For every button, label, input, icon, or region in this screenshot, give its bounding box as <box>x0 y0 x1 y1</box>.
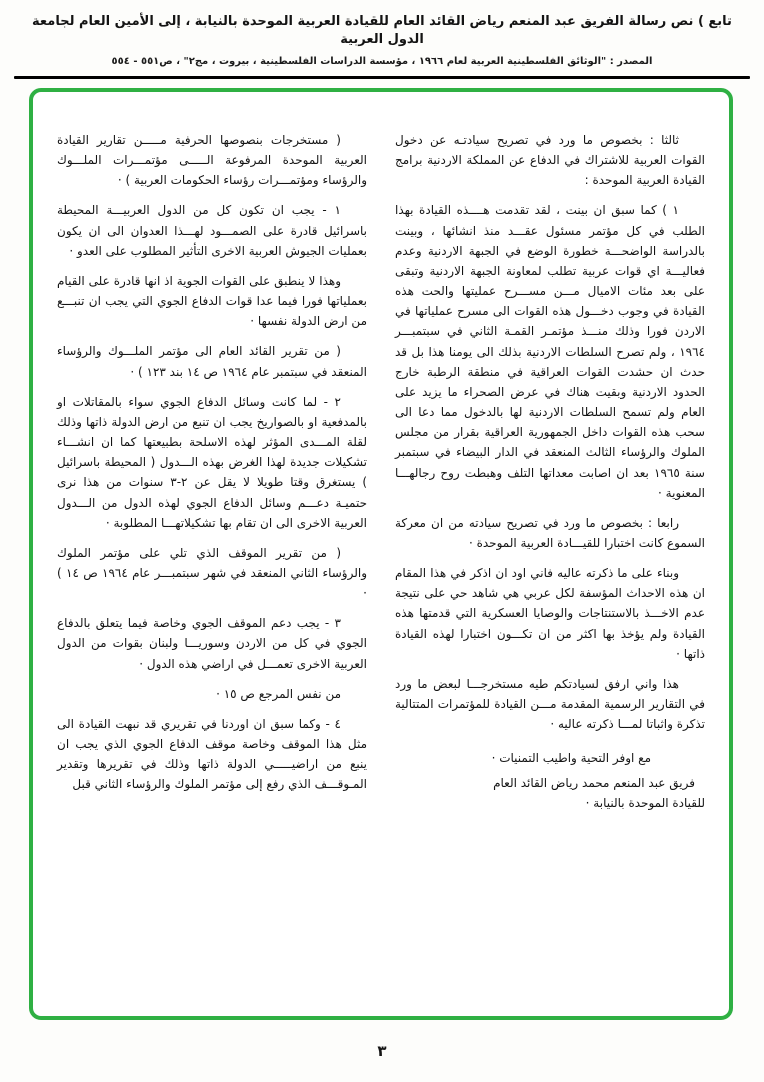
paragraph-air-forces-note: وهذا لا ينطبق على القوات الجوية اذ انها قادرة على القيام بعملياتها فورا فيما عدا قوات الدفاع الجوي التي يجب ان تنبـــع من ارض الدولة نفسها · <box>57 273 367 329</box>
paragraph-item-1: ١ ) كما سبق ان بينت ، لقد تقدمت هــــذه القيادة بهذا الطلب في كل مؤتمر مسئول عقـــد منذ انشائها ، وبينت بالدراسة الواضحـــة خطورة الوضع في الجبهة الاردنية وعدم فعاليـــة اي قوات عربية تطلب لمعاونة الجبهة الاردنية وتبقى على بعد مئات الاميال مـــن مســـرح عمليتها والحت هذه القيادة في وجوب دخـــول هذه القوات الى مسرح عملياتها في الاردن فورا وذلك منـــذ مؤتمـر القمـة الثاني في سبتمبـــر ١٩٦٤ ، ولم تصرح السلطات الاردنية بذلك الى يومنا هذا بل قد حدث ان حشدت القوات العراقية في منطقة الرطبة خارج الحدود الاردنية وبقيت هناك في عرض الصحراء ما يزيد على العام ولم تسمح السلطات الاردنية لها بالدخول مما دعا الى سحب هذه القوات داخل الجمهورية العراقية بقرار من مجلس الملوك والرؤساء الثالث المنعقد في الدار البيضاء في سبتمبر سنة ١٩٦٥ بعد ان اصابت معداتها التلف وهبطت روح رجالهـــا المعنوية · <box>395 203 705 500</box>
closing-salutation: مع اوفر التحية واطيب التمنيات · <box>491 751 651 766</box>
document-header <box>0 0 764 79</box>
paragraph-point-1: ١ - يجب ان تكون كل من الدول العربيـــة المحيطة باسرائيل قادرة على الصمـــود لهـــذا العدوان الى ان يكون بعمليات الجيوش العربية الاخرى التأثير المطلوب على العدو · <box>57 203 367 258</box>
header-divider <box>14 76 750 79</box>
signature-title: للقيادة الموحدة بالنيابة · <box>585 795 705 810</box>
paragraph-extracts-heading: ( مستخرجات بنصوصها الحرفية مـــــن تقارير القيادة العربية الموحدة المرفوعة الـــــى مؤتمـــرات الملـــوك والرؤساء ومؤتمـــرات رؤساء الحكومات العربية ) · <box>57 133 367 188</box>
signature-name: فريق عبد المنعم محمد رياض القائد العام <box>493 775 695 790</box>
paragraph-citation-1964: ( من تقرير القائد العام الى مؤتمر الملـــوك والرؤساء المنعقد في سبتمبر عام ١٩٦٤ ص ١٤ بند ١٢٣ ) · <box>57 344 367 379</box>
two-column-body <box>33 92 729 1016</box>
paragraph-thirdly: ثالثا : بخصوص ما ورد في تصريح سيادتـه عن دخول القوات العربية للاشتراك في الدفاع عن المملكة الاردنية برامج القيادة العربية الموحدة : <box>395 133 705 188</box>
green-border-frame <box>29 88 733 1020</box>
paragraph-attachment-note: هذا واني ارفق لسيادتكم طيه مستخرجـــا لبعض ما ورد في التقارير الرسمية المقدمة مـــن القيادة للمؤتمرات المتتالية تذكرة واثباتا لمـــا ذكرته عاليه · <box>395 676 705 732</box>
document-title: تابع ) نص رسالة الفريق عبد المنعم رياض القائد العام للقيادة العربية الموحدة بالنيابة ، إلى الأمين العام لجامعة الدول العربية <box>32 14 732 48</box>
paragraph-citation-second-summit: ( من تقرير الموقف الذي تلي على مؤتمر الملوك والرؤساء الثاني المنعقد في شهر سبتمبـــر عام ١٩٦٤ ص ١٤ ) · <box>57 545 368 601</box>
paragraph-point-2: ٢ - لما كانت وسائل الدفاع الجوي سواء بالمقاتلات او بالمدفعية او بالصواريخ يجب ان تنبع من ارض الدولة ذاتها وذلك لقلة المـــدى المؤثر لهذه الاسلحة بطبيعتها كما ان انشـــاء تشكيلات جديدة لهذا الغرض بهذه الـــدول ( المحيطة باسرائيل ) يستغرق وقتا طويلا لا يقل عن ٢-٣ سنوات من هذا نرى حتميـة دعـــم وسائل الدفاع الجوي لهذه الدول من الـــدول العربية الاخرى الى ان تقام بها تشكيلاتهـــا المطلوبة · <box>57 394 368 530</box>
left-column <box>57 130 367 998</box>
paragraph-same-reference: من نفس المرجع ص ١٥ · <box>216 686 341 701</box>
paragraph-point-3: ٣ - يجب دعم الموقف الجوي وخاصة فيما يتعلق بالدفاع الجوي في كل من الاردن وسوريـــا ولبنان بقوات من الدول العربية الاخرى تعمـــل في اراضي هذه الدول · <box>57 616 367 671</box>
paragraph-point-4: ٤ - وكما سبق ان اوردنا في تقريري قد نبهت القيادة الى مثل هذا الموقف وخاصة موقف الدفاع الجوي الذي يجب ان ينبع من اراضيـــــي الدولة ذاتها وذلك في تقريرها وتقدير المـوقـــف الذي رفع إلى مؤتمر الملوك والرؤساء الثاني قبل <box>57 716 367 792</box>
paragraph-commentary: وبناء على ما ذكرته عاليه فاني اود ان اذكر في هذا المقام ان هذه الاحداث المؤسفة لكل عربي هي شاهد حي على نتيجة عدم الاخـــذ بالاستنتاجات والوصايا العسكرية التي قدمتها هذه القيادة ولم يؤخذ بها اكثر من ان تكـــون اختبارا لهذه القيادة ذاتها · <box>395 566 705 661</box>
right-column <box>395 130 705 998</box>
document-source: المصدر : "الوثائق الفلسطينية العربية لعام ١٩٦٦ ، مؤسسة الدراسات الفلسطينية ، بيروت ، مج٢" ، ص٥٥١ - ٥٥٤ <box>111 56 653 68</box>
paragraph-fourthly: رابعا : بخصوص ما ورد في تصريح سيادته من ان معركة السموع كانت اختبارا للقيـــادة العربية الموحدة · <box>395 515 705 550</box>
page-number: ٣ <box>377 1042 387 1060</box>
